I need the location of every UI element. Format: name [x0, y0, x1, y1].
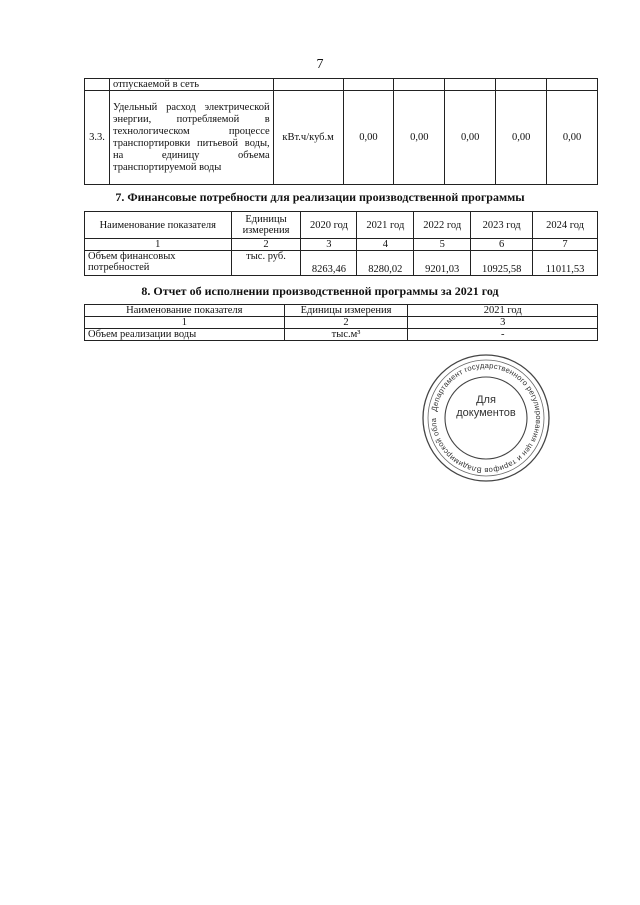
stamp-text-line2: документов [456, 407, 516, 419]
table-cell: 0,00 [394, 91, 445, 185]
column-header: 2023 год [471, 212, 533, 239]
column-header: 2020 год [301, 212, 357, 239]
table-cell: 0,00 [547, 91, 598, 185]
table-cell: 11011,53 [533, 251, 598, 276]
column-number: 1 [85, 239, 232, 251]
column-number: 6 [471, 239, 533, 251]
page-number: 7 [316, 57, 324, 72]
column-number: 1 [85, 317, 285, 329]
table-cell: 8280,02 [357, 251, 414, 276]
column-number-row [85, 239, 598, 251]
row-unit: кВт.ч/куб.м [273, 91, 343, 185]
column-number: 3 [408, 317, 598, 329]
section-title: 8. Отчет об исполнении производственной программы за 2021 год [141, 284, 499, 298]
stamp-text-line1: Для [476, 394, 496, 406]
table-cell: 8263,46 [301, 251, 357, 276]
table-cell: 9201,03 [414, 251, 471, 276]
column-header: 2022 год [414, 212, 471, 239]
table-cell: 0,00 [445, 91, 496, 185]
table-row [85, 79, 598, 91]
finance-table [84, 211, 598, 276]
column-number: 2 [284, 317, 408, 329]
column-number: 2 [231, 239, 301, 251]
table-cell: отпускаемой в сеть [109, 79, 273, 91]
column-number: 3 [301, 239, 357, 251]
section-title: 7. Финансовые потребности для реализации производственной программы [115, 190, 525, 204]
table-row [85, 329, 598, 341]
table-cell: 10925,58 [471, 251, 533, 276]
continuation-table [84, 78, 598, 185]
table-row [85, 251, 598, 276]
table-cell: 0,00 [343, 91, 394, 185]
row-name: Объем реализации воды [85, 329, 285, 341]
table-cell: 0,00 [496, 91, 547, 185]
column-header: 2021 год [357, 212, 414, 239]
row-description: Удельный расход электрической энергии, потребляемой в технологическом процессе транспортировки питьевой воды, на единицу объема транспортируемой воды [109, 91, 273, 185]
report-table [84, 304, 598, 341]
column-number: 4 [357, 239, 414, 251]
row-unit: тыс.м³ [284, 329, 408, 341]
svg-text:Департамент государственного р: Департамент государственного регулирования цен и тарифов Владимирской обла [428, 360, 544, 476]
table-header-row [85, 212, 598, 239]
column-header: 2024 год [533, 212, 598, 239]
column-header: Единицы измерения [284, 305, 408, 317]
table-header-row [85, 305, 598, 317]
table-cell: - [408, 329, 598, 341]
column-header: Единицы измерения [231, 212, 301, 239]
row-unit: тыс. руб. [231, 251, 301, 276]
row-number: 3.3. [85, 91, 110, 185]
stamp-seal [420, 352, 552, 484]
table-row [85, 91, 598, 185]
column-number-row [85, 317, 598, 329]
column-header: Наименование показателя [85, 305, 285, 317]
column-number: 5 [414, 239, 471, 251]
column-number: 7 [533, 239, 598, 251]
column-header: 2021 год [408, 305, 598, 317]
row-name: Объем финансовых потребностей [85, 251, 232, 276]
column-header: Наименование показателя [85, 212, 232, 239]
